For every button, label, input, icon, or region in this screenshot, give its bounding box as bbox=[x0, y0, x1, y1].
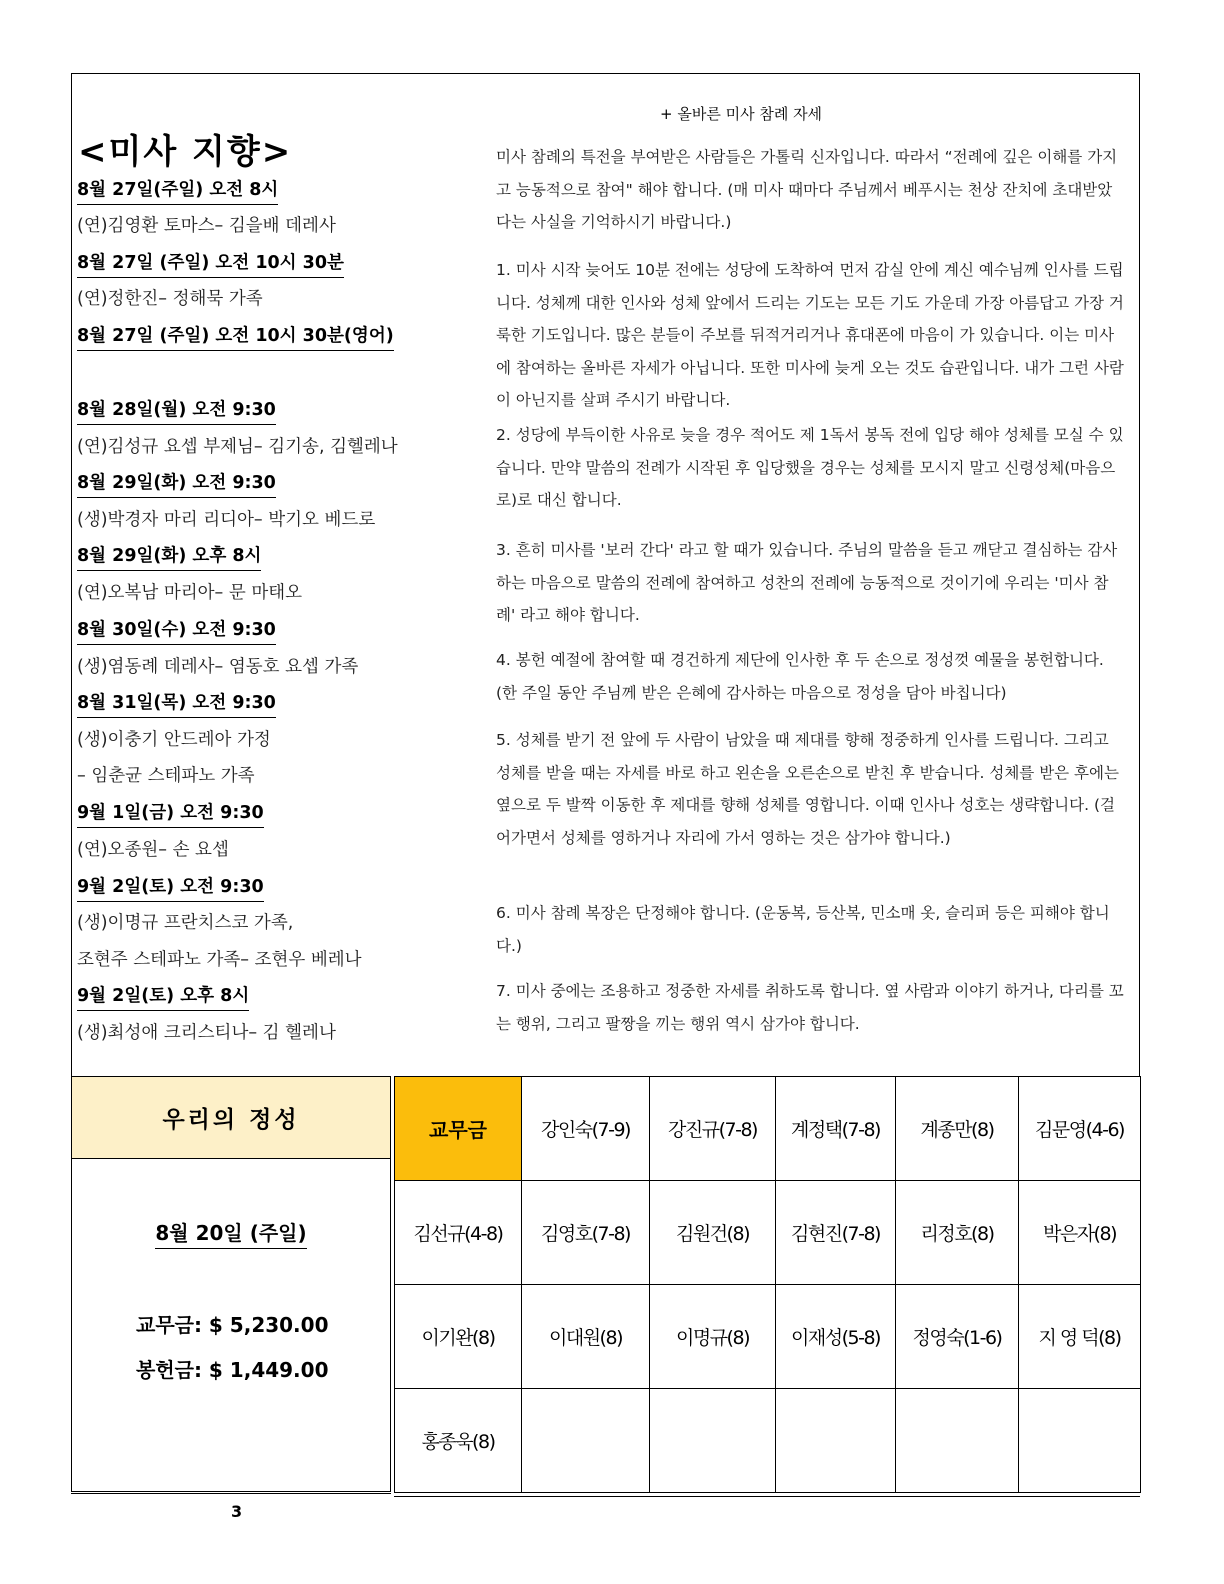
posture-paragraph: 1. 미사 시작 늦어도 10분 전에는 성당에 도착하여 먼저 감실 안에 계신 예수님께 인사를 드립니다. 성체께 대한 인사와 성체 앞에서 드리는 기도는 모든 기도 가운데 가장 아름답고 가장 거룩한 기도입니다. 많은 분들이 주보를 뒤적거리거나 휴대폰에 마음이 가 있습니다. 이는 미사에 참여하는 올바른 자세가 아닙니다. 또한 미사에 늦게 오는 것도 습관입니다. 내가 그런 사람이 아닌지를 살펴 주시기 바랍니다. bbox=[496, 261, 1124, 409]
mass-intention-text: (생)이충기 안드레아 가정 bbox=[77, 730, 271, 750]
mass-intention-text: 조현주 스테파노 가족– 조현우 베레나 bbox=[77, 950, 362, 970]
donor-cell: 김문영(4-6) bbox=[1019, 1077, 1141, 1181]
mass-intention-text: (생)박경자 마리 리디아– 박기오 베드로 bbox=[77, 510, 376, 530]
offering-date-text: 8월 20일 (주일) bbox=[155, 1221, 306, 1249]
donor-table bbox=[394, 1076, 1141, 1493]
donor-cell: 이명규(8) bbox=[650, 1285, 776, 1389]
mass-date-heading: 9월 2일(토) 오후 8시 bbox=[77, 985, 249, 1011]
divider bbox=[71, 1493, 391, 1494]
donor-cell: 홍종욱(8) bbox=[395, 1389, 522, 1493]
mass-intentions-title: <미사 지향> bbox=[78, 132, 293, 172]
donor-cell: 정영숙(1-6) bbox=[896, 1285, 1019, 1389]
mass-date-heading: 8월 29일(화) 오전 9:30 bbox=[77, 472, 276, 498]
mass-intention-text: (생)최성애 크리스티나– 김 헬레나 bbox=[77, 1023, 336, 1043]
donor-cell: 강인숙(7-9) bbox=[522, 1077, 650, 1181]
donor-cell: 강진규(7-8) bbox=[650, 1077, 776, 1181]
posture-title: + 올바른 미사 참례 자세 bbox=[660, 105, 823, 123]
donor-cell: 계정택(7-8) bbox=[776, 1077, 896, 1181]
donor-cell: 지 영 덕(8) bbox=[1019, 1285, 1141, 1389]
empty-cell bbox=[1019, 1389, 1141, 1493]
empty-cell bbox=[522, 1389, 650, 1493]
mass-intention-text: (연)정한진– 정해묵 가족 bbox=[77, 289, 263, 309]
donor-cell: 이재성(5-8) bbox=[776, 1285, 896, 1389]
mass-date-heading: 8월 30일(수) 오전 9:30 bbox=[77, 619, 276, 645]
page-number: 3 bbox=[231, 1502, 243, 1521]
mass-date-heading: 9월 2일(토) 오전 9:30 bbox=[77, 876, 264, 902]
divider bbox=[394, 1496, 1140, 1497]
mass-intention-text: (생)이명규 프란치스코 가족, bbox=[77, 913, 294, 933]
mass-date-heading: 9월 1일(금) 오전 9:30 bbox=[77, 802, 264, 828]
mass-date-heading: 8월 27일 (주일) 오전 10시 30분 bbox=[77, 252, 344, 278]
donor-cell: 박은자(8) bbox=[1019, 1181, 1141, 1285]
offering-title: 우리의 정성 bbox=[72, 1077, 390, 1159]
empty-cell bbox=[896, 1389, 1019, 1493]
posture-paragraph: 4. 봉헌 예절에 참여할 때 경건하게 제단에 인사한 후 두 손으로 정성껏 예물을 봉헌합니다. (한 주일 동안 주님께 받은 은혜에 감사하는 마음으로 정성을 담아 바칩니다) bbox=[496, 651, 1104, 702]
mass-date-heading: 8월 31일(목) 오전 9:30 bbox=[77, 692, 276, 718]
posture-paragraph: 미사 참례의 특전을 부여받은 사람들은 가톨릭 신자입니다. 따라서 “전례에 깊은 이해를 가지고 능동적으로 참여" 해야 합니다. (매 미사 때마다 주님께서 베푸시는 천상 잔치에 초대받았다는 사실을 기억하시기 바랍니다.) bbox=[496, 148, 1118, 231]
empty-cell bbox=[776, 1389, 896, 1493]
posture-paragraph: 2. 성당에 부득이한 사유로 늦을 경우 적어도 제 1독서 봉독 전에 입당 해야 성체를 모실 수 있습니다. 만약 말씀의 전례가 시작된 후 입당했을 경우는 성체를 모시지 말고 신령성체(마음으로)로 대신 합니다. bbox=[496, 426, 1124, 509]
table-row bbox=[395, 1285, 1141, 1389]
posture-paragraph: 7. 미사 중에는 조용하고 정중한 자세를 취하도록 합니다. 옆 사람과 이야기 하거나, 다리를 꼬는 행위, 그리고 팔짱을 끼는 행위 역시 삼가야 합니다. bbox=[496, 982, 1124, 1033]
posture-paragraph: 3. 흔히 미사를 '보러 간다' 라고 할 때가 있습니다. 주님의 말씀을 듣고 깨닫고 결심하는 감사하는 마음으로 말씀의 전례에 참여하고 성찬의 전례에 능동적으로 것이기에 우리는 '미사 참례' 라고 해야 합니다. bbox=[496, 541, 1118, 624]
posture-paragraph: 5. 성체를 받기 전 앞에 두 사람이 남았을 때 제대를 향해 정중하게 인사를 드립니다. 그리고 성체를 받을 때는 자세를 바로 하고 왼손을 오른손으로 받친 후 받습니다. 성체를 받은 후에는 옆으로 두 발짝 이동한 후 제대를 향해 성체를 영합니다. 이때 인사나 성호는 생략합니다. (걸어가면서 성체를 영하거나 자리에 가서 영하는 것은 삼가야 합니다.) bbox=[496, 731, 1119, 847]
empty-cell bbox=[650, 1389, 776, 1493]
mass-intention-text: (연)김영환 토마스– 김을배 데레사 bbox=[77, 216, 336, 236]
mass-intention-text: (연)오복남 마리아– 문 마태오 bbox=[77, 583, 303, 603]
bonghun-amount: 봉헌금: $ 1,449.00 bbox=[136, 1358, 329, 1382]
mass-date-heading: 8월 27일 (주일) 오전 10시 30분(영어) bbox=[77, 325, 394, 351]
donor-cell: 이기완(8) bbox=[395, 1285, 522, 1389]
offering-date bbox=[72, 1217, 390, 1246]
mass-date-heading: 8월 29일(화) 오후 8시 bbox=[77, 545, 261, 571]
donor-cell: 계종만(8) bbox=[896, 1077, 1019, 1181]
mass-intention-text: (연)오종원– 손 요셉 bbox=[77, 840, 229, 860]
mass-intention-text: – 임춘균 스테파노 가족 bbox=[77, 766, 255, 786]
donor-cell: 김영호(7-8) bbox=[522, 1181, 650, 1285]
table-row bbox=[395, 1077, 1141, 1181]
donor-cell: 김원건(8) bbox=[650, 1181, 776, 1285]
mass-date-heading: 8월 28일(월) 오전 9:30 bbox=[77, 399, 276, 425]
table-row bbox=[395, 1389, 1141, 1493]
donor-cell: 김현진(7-8) bbox=[776, 1181, 896, 1285]
donor-cell: 이대원(8) bbox=[522, 1285, 650, 1389]
donor-cell: 김선규(4-8) bbox=[395, 1181, 522, 1285]
mass-intention-text: (연)김성규 요셉 부제님– 김기송, 김헬레나 bbox=[77, 437, 398, 457]
gyomu-amount: 교무금: $ 5,230.00 bbox=[136, 1313, 329, 1337]
donor-cell: 리정호(8) bbox=[896, 1181, 1019, 1285]
mass-date-heading: 8월 27일(주일) 오전 8시 bbox=[77, 179, 278, 205]
mass-intention-text: (생)염동례 데레사– 염동호 요셉 가족 bbox=[77, 657, 359, 677]
table-row bbox=[395, 1181, 1141, 1285]
posture-paragraph: 6. 미사 참례 복장은 단정해야 합니다. (운동복, 등산복, 민소매 옷, 슬리퍼 등은 피해야 합니다.) bbox=[496, 904, 1110, 955]
donor-header-cell: 교무금 bbox=[395, 1077, 522, 1181]
offering-box bbox=[71, 1076, 391, 1492]
